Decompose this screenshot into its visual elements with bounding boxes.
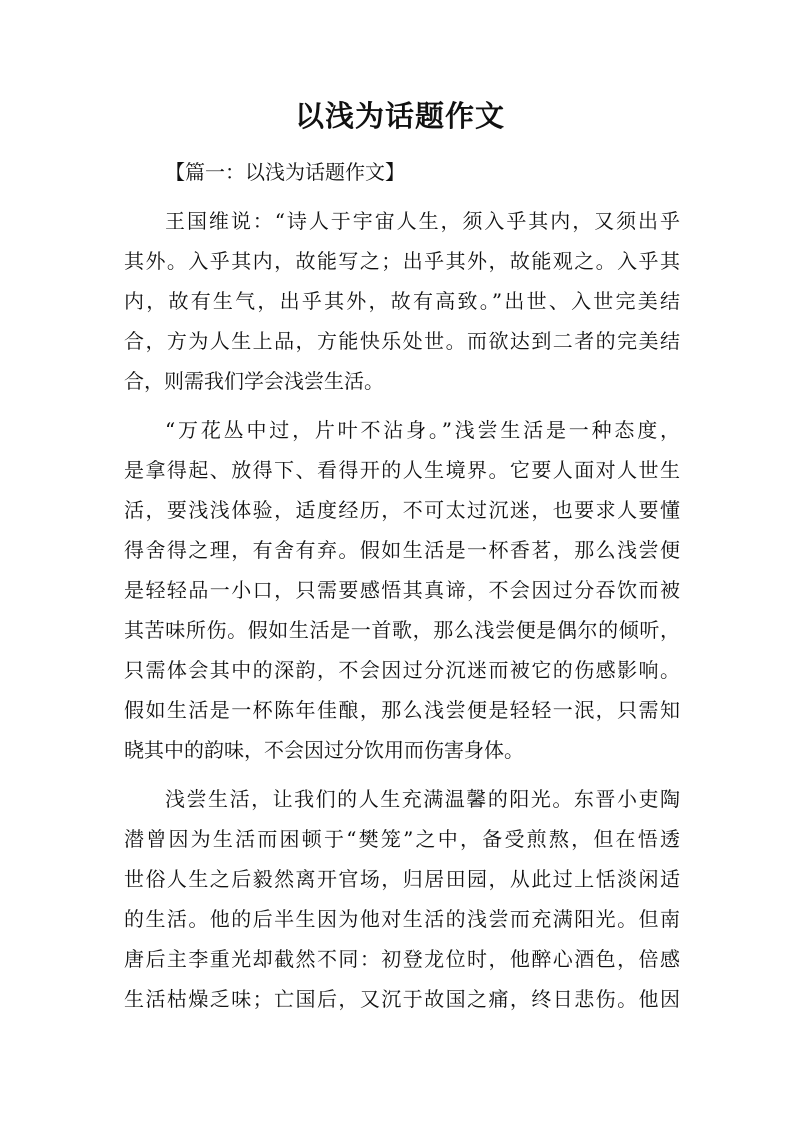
paragraph-line: “万花丛中过，片叶不沾身。”浅尝生活是一种态度， bbox=[165, 418, 680, 442]
document-body bbox=[124, 152, 680, 1019]
paragraph-line: 合，方为人生上品，方能快乐处世。而欲达到二者的完美结 bbox=[124, 329, 680, 353]
paragraph-line: 是拿得起、放得下、看得开的人生境界。它要人面对人世生 bbox=[124, 458, 680, 482]
paragraph bbox=[124, 410, 680, 770]
paragraph-line: 潜曾因为生活而困顿于“樊笼”之中，备受煎熬，但在悟透 bbox=[124, 827, 680, 851]
section-heading: 【篇一：以浅为话题作文】 bbox=[165, 160, 405, 184]
paragraph-line: 合，则需我们学会浅尝生活。 bbox=[124, 369, 384, 393]
paragraph-line: 假如生活是一杯陈年佳酿，那么浅尝便是轻轻一泯，只需知 bbox=[124, 698, 680, 722]
paragraph-line: 是轻轻品一小口，只需要感悟其真谛，不会因过分吞饮而被 bbox=[124, 578, 680, 602]
paragraph-line: 王国维说：“诗人于宇宙人生，须入乎其内，又须出乎 bbox=[165, 209, 680, 233]
paragraph bbox=[124, 201, 680, 401]
paragraph-line: 只需体会其中的深韵，不会因过分沉迷而被它的伤感影响。 bbox=[124, 658, 680, 682]
paragraph-line: 的生活。他的后半生因为他对生活的浅尝而充满阳光。但南 bbox=[124, 907, 680, 931]
document-title: 以浅为话题作文 bbox=[294, 99, 505, 133]
paragraph-line: 其苦味所伤。假如生活是一首歌，那么浅尝便是偶尔的倾听， bbox=[124, 618, 680, 642]
paragraph-line: 内，故有生气，出乎其外，故有高致。”出世、入世完美结 bbox=[124, 289, 680, 313]
paragraph-line: 其外。入乎其内，故能写之；出乎其外，故能观之。入乎其 bbox=[124, 249, 680, 273]
paragraph-line: 活，要浅浅体验，适度经历，不可太过沉迷，也要求人要懂 bbox=[124, 498, 680, 522]
paragraph-line: 世俗人生之后毅然离开官场，归居田园，从此过上恬淡闲适 bbox=[124, 867, 680, 891]
paragraph-line: 生活枯燥乏味；亡国后，又沉于故国之痛，终日悲伤。他因 bbox=[124, 987, 680, 1011]
paragraph-line: 得舍得之理，有舍有弃。假如生活是一杯香茗，那么浅尝便 bbox=[124, 538, 680, 562]
paragraph-line: 晓其中的韵味，不会因过分饮用而伤害身体。 bbox=[124, 738, 524, 762]
paragraph-line: 浅尝生活，让我们的人生充满温馨的阳光。东晋小吏陶 bbox=[165, 787, 680, 811]
paragraph-line: 唐后主李重光却截然不同：初登龙位时，他醉心酒色，倍感 bbox=[124, 947, 680, 971]
paragraph bbox=[124, 779, 680, 1019]
